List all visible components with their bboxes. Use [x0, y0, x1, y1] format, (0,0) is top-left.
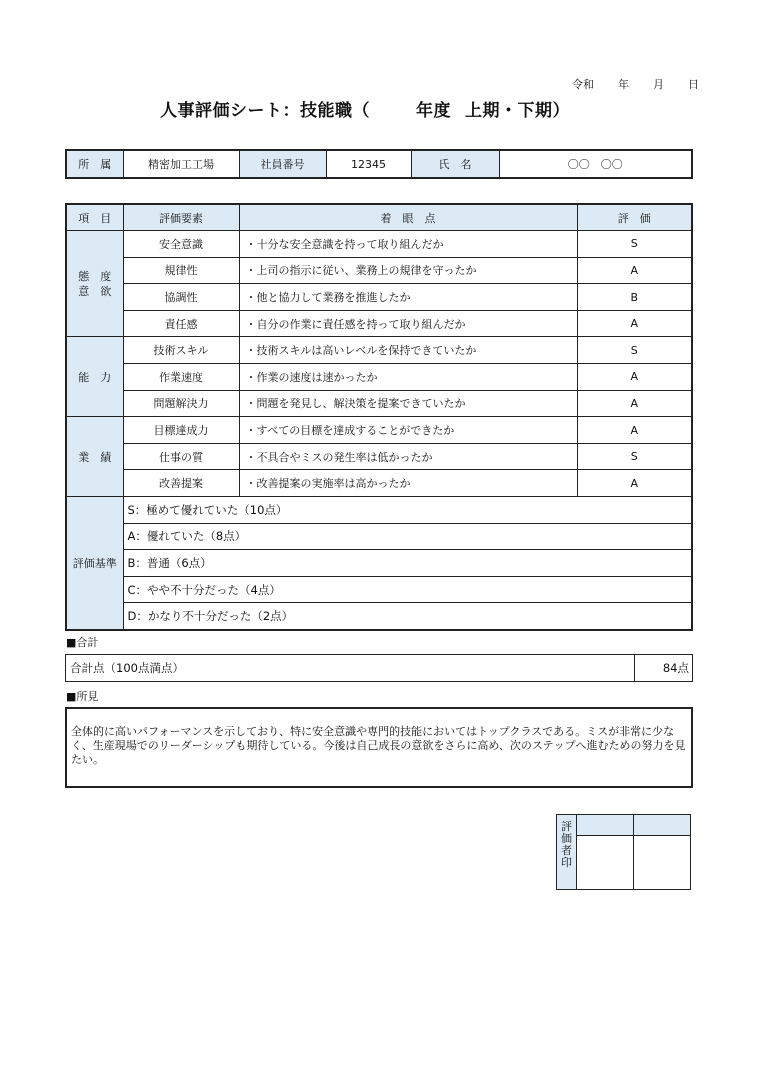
focus-cell: ・他と協力して業務を推進したか [239, 284, 577, 311]
stamp-header-cell-2 [634, 815, 691, 836]
month-label: 月 [653, 78, 664, 91]
header-item: 項 目 [66, 204, 123, 231]
element-cell: 規律性 [123, 257, 239, 284]
element-cell: 協調性 [123, 284, 239, 311]
element-cell: 目標達成力 [123, 417, 239, 444]
group-label-attitude: 態 度 意 欲 [66, 231, 123, 337]
focus-cell: ・問題を発見し、解決策を提案できていたか [239, 390, 577, 417]
criteria-row [66, 497, 692, 524]
stamp-label-text: 評価者印 [561, 820, 572, 869]
criteria-item: S：極めて優れていた（10点） [123, 497, 692, 524]
year-label: 年 [618, 78, 629, 91]
comment-box[interactable] [65, 707, 693, 788]
element-cell: 作業速度 [123, 364, 239, 391]
focus-cell: ・不具合やミスの発生率は低かったか [239, 443, 577, 470]
table-row [66, 284, 692, 311]
grade-cell[interactable]: S [577, 337, 692, 364]
focus-cell: ・すべての目標を達成することができたか [239, 417, 577, 444]
focus-cell: ・技術スキルは高いレベルを保持できていたか [239, 337, 577, 364]
table-row [66, 364, 692, 391]
header-element: 評価要素 [123, 204, 239, 231]
criteria-row [66, 603, 692, 630]
comment-section-label: ■所見 [66, 690, 99, 703]
era-label: 令和 [572, 78, 594, 91]
group-label-performance: 業 績 [66, 417, 123, 497]
grade-cell[interactable]: S [577, 231, 692, 258]
title-period: 上期・下期） [465, 101, 570, 121]
element-cell: 改善提案 [123, 470, 239, 497]
table-row [66, 390, 692, 417]
stamp-header-cell-1 [577, 815, 634, 836]
dept-value: 精密加工工場 [123, 150, 239, 178]
stamp-box-1[interactable] [577, 836, 634, 890]
grade-cell[interactable]: A [577, 390, 692, 417]
criteria-label: 評価基準 [66, 497, 123, 630]
table-row [66, 310, 692, 337]
evaluator-stamp-table [556, 814, 691, 890]
total-table [65, 654, 693, 682]
element-cell: 責任感 [123, 310, 239, 337]
total-value[interactable]: 84点 [635, 655, 693, 682]
criteria-row [66, 576, 692, 603]
table-row [66, 231, 692, 258]
emp-no-label: 社員番号 [239, 150, 326, 178]
evaluator-stamp-label [557, 815, 577, 890]
total-label: 合計点（100点満点） [66, 655, 635, 682]
element-cell: 仕事の質 [123, 443, 239, 470]
header-focus: 着 眼 点 [239, 204, 577, 231]
title-main: 人事評価シート：技能職（ [160, 101, 370, 121]
grade-cell[interactable]: A [577, 310, 692, 337]
stamp-box-2[interactable] [634, 836, 691, 890]
table-row [66, 417, 692, 444]
grade-cell[interactable]: A [577, 364, 692, 391]
grade-cell[interactable]: A [577, 470, 692, 497]
focus-cell: ・十分な安全意識を持って取り組んだか [239, 231, 577, 258]
comment-text: 全体的に高いパフォーマンスを示しており、特に安全意識や専門的技能においてはトップクラスである。ミスが非常に少なく、生産現場でのリーダーシップも期待している。今後は自己成長の意欲をさらに高め、次のステップへ進むための努力を見たい。 [71, 725, 686, 766]
focus-cell: ・自分の作業に責任感を持って取り組んだか [239, 310, 577, 337]
table-row [66, 470, 692, 497]
criteria-item: D：かなり不十分だった（2点） [123, 603, 692, 630]
employee-info-table [65, 149, 693, 179]
criteria-row [66, 550, 692, 577]
focus-cell: ・上司の指示に従い、業務上の規律を守ったか [239, 257, 577, 284]
day-label: 日 [688, 78, 699, 91]
name-value: 〇〇 〇〇 [499, 150, 692, 178]
element-cell: 問題解決力 [123, 390, 239, 417]
date-line [572, 76, 699, 92]
criteria-item: A：優れていた（8点） [123, 523, 692, 550]
grade-cell[interactable]: B [577, 284, 692, 311]
table-row [66, 257, 692, 284]
grade-cell[interactable]: A [577, 417, 692, 444]
name-label: 氏 名 [411, 150, 499, 178]
grade-cell[interactable]: S [577, 443, 692, 470]
header-grade: 評 価 [577, 204, 692, 231]
table-row [66, 443, 692, 470]
criteria-item: B：普通（6点） [123, 550, 692, 577]
element-cell: 技術スキル [123, 337, 239, 364]
page-title [160, 96, 570, 121]
total-section-label: ■合計 [66, 636, 99, 649]
title-year: 年度 [416, 101, 451, 121]
group-label-ability: 能 力 [66, 337, 123, 417]
criteria-item: C：やや不十分だった（4点） [123, 576, 692, 603]
focus-cell: ・作業の速度は速かったか [239, 364, 577, 391]
grade-cell[interactable]: A [577, 257, 692, 284]
table-header-row [66, 204, 692, 231]
evaluation-table [65, 203, 693, 631]
element-cell: 安全意識 [123, 231, 239, 258]
emp-no-value: 12345 [326, 150, 411, 178]
criteria-row [66, 523, 692, 550]
focus-cell: ・改善提案の実施率は高かったか [239, 470, 577, 497]
dept-label: 所 属 [66, 150, 123, 178]
table-row [66, 337, 692, 364]
